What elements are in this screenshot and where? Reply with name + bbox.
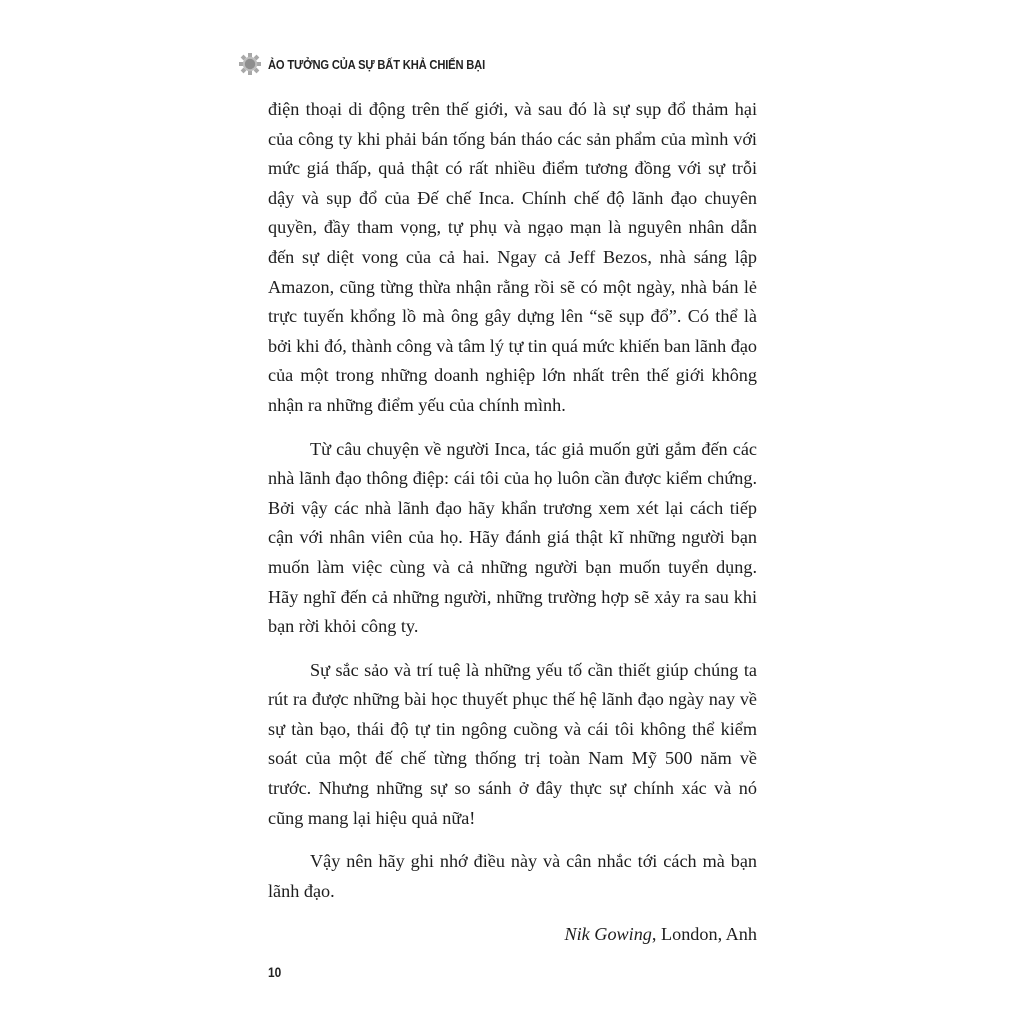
paragraph-2: Từ câu chuyện về người Inca, tác giả muốn gửi gắm đến các nhà lãnh đạo thông điệp: cái tôi của họ luôn cần được kiểm chứng. Bởi vậy các nhà lãnh đạo hãy khẩn trương xem xét lại cách tiếp cận với nhân viên của họ. Hãy đánh giá thật kĩ những người bạn muốn làm việc cùng và cả những người bạn muốn tuyển dụng. Hãy nghĩ đến cả những người, những trường hợp sẽ xảy ra sau khi bạn rời khỏi công ty. (268, 438, 757, 637)
signature-location: , London, Anh (651, 924, 757, 945)
running-header (238, 52, 520, 76)
signature (268, 920, 757, 950)
page-number: 10 (268, 964, 282, 980)
paragraph-4: Vậy nên hãy ghi nhớ điều này và cân nhắc tới cách mà bạn lãnh đạo. (268, 851, 757, 901)
signature-author: Nik Gowing (564, 924, 652, 945)
sun-gear-icon (238, 52, 262, 76)
paragraph-3: Sự sắc sảo và trí tuệ là những yếu tố cần thiết giúp chúng ta rút ra được những bài học thuyết phục thế hệ lãnh đạo ngày nay về sự tàn bạo, thái độ tự tin ngông cuồng và cái tôi không thể kiểm soát của một đế chế từng thống trị toàn Nam Mỹ 500 năm về trước. Nhưng những sự so sánh ở đây thực sự chính xác và nó cũng mang lại hiệu quả nữa! (268, 659, 757, 828)
body-text (268, 95, 757, 950)
paragraph-1: điện thoại di động trên thế giới, và sau đó là sự sụp đổ thảm hại của công ty khi phải bán tống bán tháo các sản phẩm của mình với mức giá thấp, quả thật có rất nhiều điểm tương đồng với sự trỗi dậy và sụp đổ của Đế chế Inca. Chính chế độ lãnh đạo chuyên quyền, đầy tham vọng, tự phụ và ngạo mạn là nguyên nhân dẫn đến sự diệt vong của cả hai. Ngay cả Jeff Bezos, nhà sáng lập Amazon, cũng từng thừa nhận rằng rồi sẽ có một ngày, nhà bán lẻ trực tuyến khổng lồ mà ông gây dựng lên “sẽ sụp đổ”. Có thể là bởi khi đó, thành công và tâm lý tự tin quá mức khiến ban lãnh đạo của một trong những doanh nghiệp lớn nhất trên thế giới không nhận ra những điểm yếu của chính mình. (268, 99, 757, 415)
header-title: ẢO TƯỞNG CỦA SỰ BẤT KHẢ CHIẾN BẠI (268, 56, 486, 72)
